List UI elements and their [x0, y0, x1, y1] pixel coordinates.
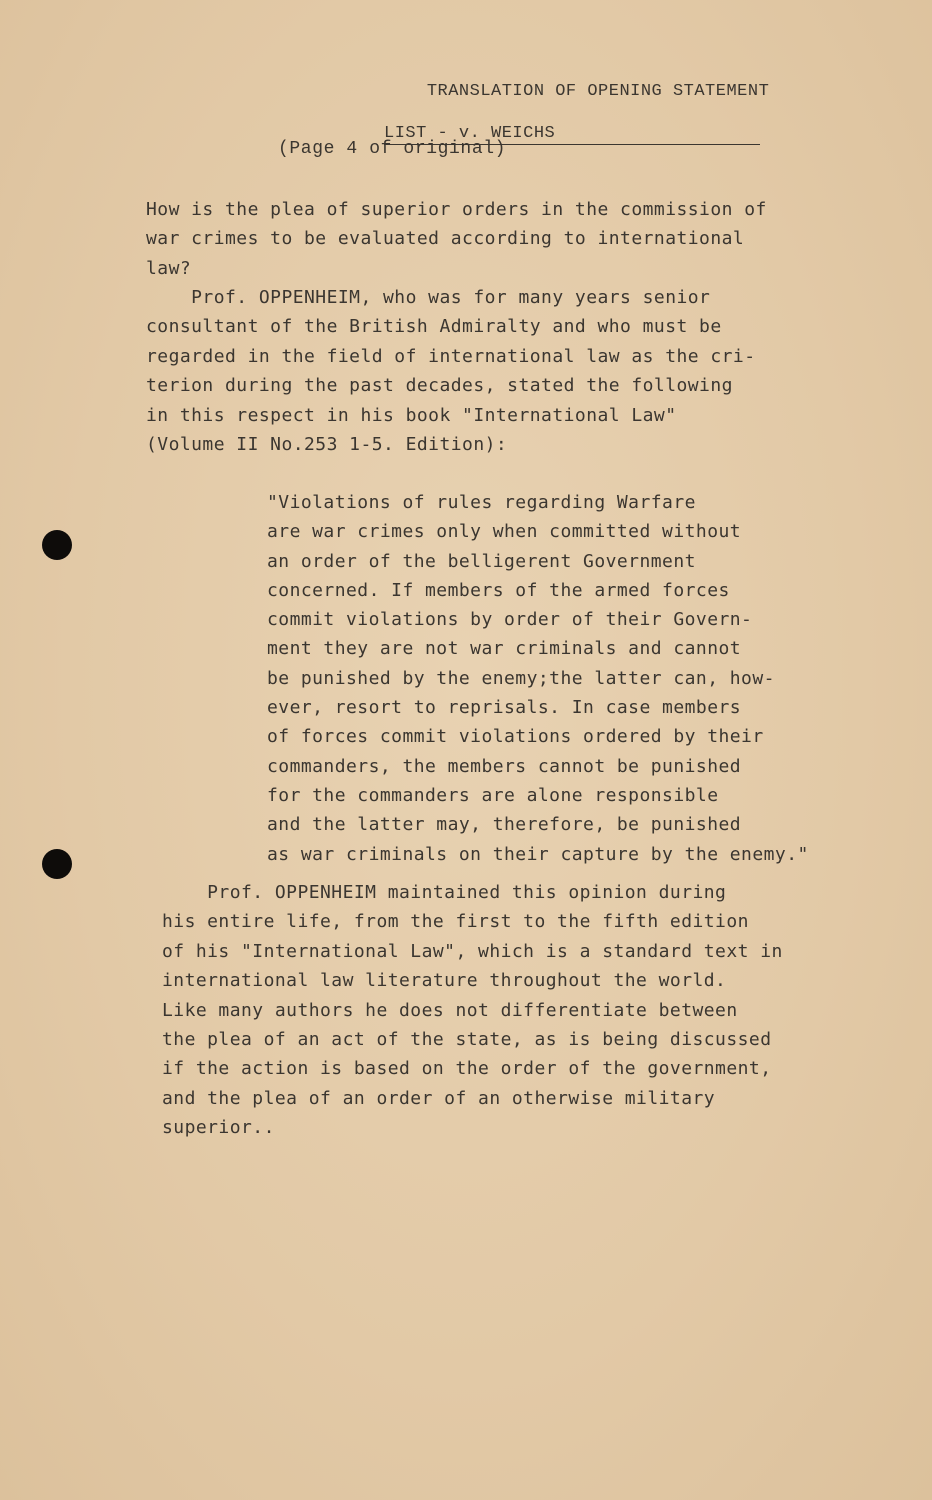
header-title: TRANSLATION OF OPENING STATEMENT: [426, 82, 770, 101]
page-reference-note: (Page 4 of original): [278, 139, 507, 159]
punch-hole: [42, 530, 72, 560]
document-header: [384, 60, 769, 187]
punch-hole: [42, 849, 72, 879]
oppenheim-intro-paragraph: Prof. OPPENHEIM, who was for many years senior consultant of the British Admiralty and who must be regarded in the field of international law as the cri- terion during the past decades, stated the following in this respect in his book "International Law" (Volume II No.253 1-5. Edition):: [146, 287, 756, 456]
header-case-name: LIST - v. WEICHS: [384, 123, 760, 145]
conclusion-paragraph: Prof. OPPENHEIM maintained this opinion during his entire life, from the first to the fifth edition of his "International Law", which is a standard text in international law literature throughout the world. Like many authors he does not differentiate between the plea of an act of the state, as is being discussed if the action is based on the order of the government, and the plea of an order of an otherwise military superior..: [162, 882, 783, 1139]
question-paragraph: How is the plea of superior orders in the commission of war crimes to be evaluated according to international law?: [146, 199, 767, 279]
oppenheim-quotation: "Violations of rules regarding Warfare are war crimes only when committed without an order of the belligerent Government concerned. If members of the armed forces commit violations by order of their Govern- ment they are not war criminals and cannot be punished by the enemy;the latter can, how- ever, resort to reprisals. In case members of forces commit violations ordered by their commanders, the members cannot be punished for the commanders are alone responsible and the latter may, therefore, be punished as war criminals on their capture by the enemy.": [267, 492, 809, 865]
